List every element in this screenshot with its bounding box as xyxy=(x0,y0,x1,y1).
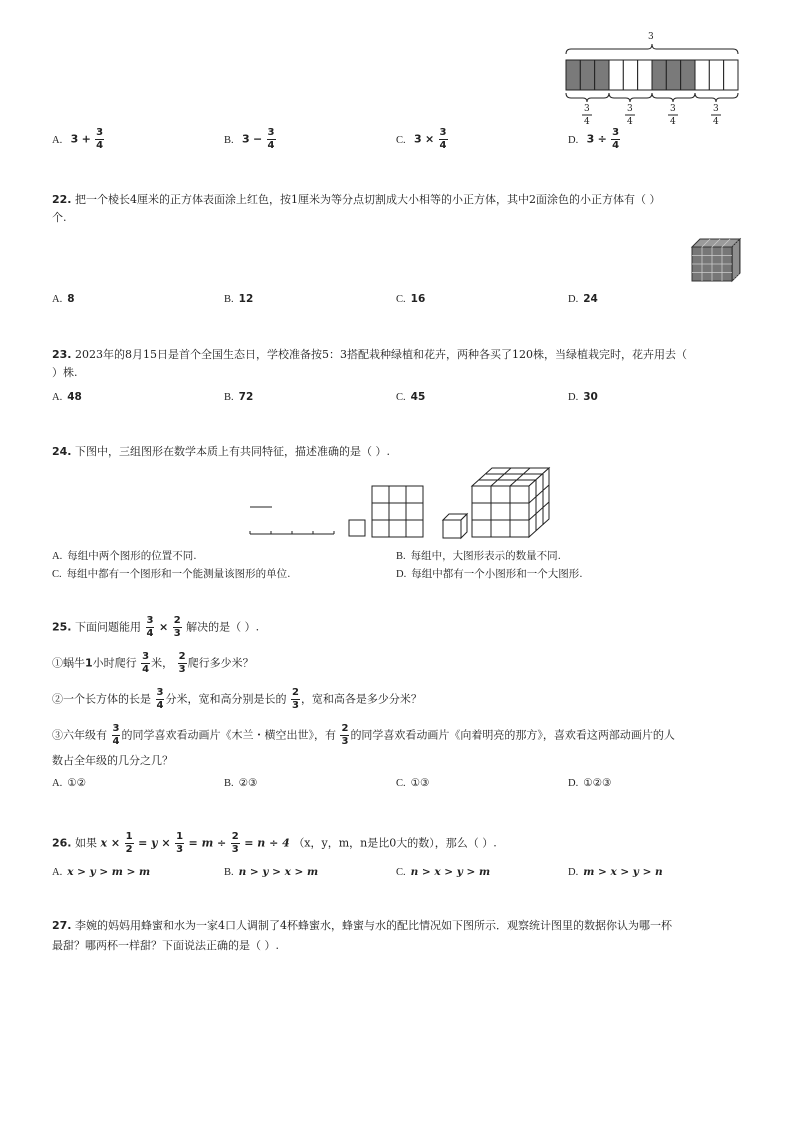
q21-option-b[interactable]: B. 3 − $\frac{3}{4}$ xyxy=(224,127,275,151)
q21-option-d[interactable]: D. 3 ÷ $\frac{3}{4}$ xyxy=(568,127,620,151)
q21-part-den-2: 4 xyxy=(627,117,633,127)
q25-item-3-cont: 数占全年级的几分之几？ xyxy=(52,754,173,767)
q22-option-d[interactable]: D. 24 xyxy=(568,293,598,305)
q22-stem-cont: 个. xyxy=(52,211,67,224)
q24-group-segments xyxy=(250,507,334,534)
q25-option-d[interactable]: D. ①②③ xyxy=(568,777,612,789)
fraction: $\frac{2}{3}$ xyxy=(178,651,186,675)
q26-option-b[interactable]: B. n > y > x > m xyxy=(224,866,319,878)
fraction: $\frac{2}{3}$ xyxy=(173,615,181,639)
q21-option-c[interactable]: C. 3 × $\frac{3}{4}$ xyxy=(396,127,447,151)
q21-bar-diagram xyxy=(560,32,745,128)
q25-option-a[interactable]: A. ①② xyxy=(52,777,87,789)
q26-option-a[interactable]: A. x > y > m > m xyxy=(52,866,151,878)
fraction: $\frac{3}{4}$ xyxy=(439,127,447,151)
fraction: $\frac{1}{2}$ xyxy=(125,831,133,855)
q24-option-c[interactable]: C. 每组中都有一个图形和一个能测量该图形的单位. xyxy=(52,568,291,580)
fraction: $\frac{2}{3}$ xyxy=(231,831,239,855)
q22-option-a[interactable]: A. 8 xyxy=(52,293,75,305)
q24-group-cubes xyxy=(443,468,549,538)
fraction: $\frac{3}{4}$ xyxy=(146,615,154,639)
q21-part-den-4: 4 xyxy=(713,117,719,127)
q24-group-squares xyxy=(349,486,423,537)
q24-figure-groups xyxy=(246,462,556,546)
q26-option-c[interactable]: C. n > x > y > m xyxy=(396,866,491,878)
q24-option-a[interactable]: A. 每组中两个图形的位置不同. xyxy=(52,550,197,562)
fraction: $\frac{2}{3}$ xyxy=(341,723,349,747)
q22-option-c[interactable]: C. 16 xyxy=(396,293,426,305)
q27-stem-cont: 最甜？哪两杯一样甜？下面说法正确的是（ ）. xyxy=(52,939,279,952)
q21-part-num-2: 3 xyxy=(627,104,633,114)
q25-item-3: ③六年级有 $\frac{3}{4}$ 的同学喜欢看动画片《木兰・横空出世》，有 $\frac{2}{3}$ 的同学喜欢看动画片《向着明亮的那方》，喜欢看这两部动画片的人 xyxy=(52,723,675,747)
q24-option-d[interactable]: D. 每组中都有一个小图形和一个大图形. xyxy=(396,568,583,580)
q23-option-a[interactable]: A. 48 xyxy=(52,391,82,403)
cube-icon xyxy=(690,237,742,283)
fraction: $\frac{1}{3}$ xyxy=(176,831,184,855)
q25-option-c[interactable]: C. ①③ xyxy=(396,777,430,789)
q23-stem: 23. 2023年的8月15日是首个全国生态日，学校准备按5：3搭配栽种绿植和花卉，两种各买了120株，当绿植栽完时，花卉用去（ xyxy=(52,348,687,361)
q21-part-num-1: 3 xyxy=(584,104,590,114)
q25-item-2: ②一个长方体的长是 $\frac{3}{4}$ 分米，宽和高分别是长的 $\frac{2}{3}$ ，宽和高各是多少分米？ xyxy=(52,687,422,711)
fraction: $\frac{3}{4}$ xyxy=(96,127,104,151)
q21-bar-svg xyxy=(560,38,745,128)
q26-stem: 26. 如果 x × $\frac{1}{2}$ = y × $\frac{1}{3}$ = m ÷ $\frac{2}{3}$ = n ÷ 4 （x，y，m，n是比0大的数），那么（ ）. xyxy=(52,831,497,855)
q25-stem: 25. 下面问题能用 $\frac{3}{4}$ × $\frac{2}{3}$ 解决的是（ ）. xyxy=(52,615,260,639)
q24-figure-svg xyxy=(246,462,556,542)
fraction: $\frac{3}{4}$ xyxy=(156,687,164,711)
q21-part-den-1: 4 xyxy=(584,117,590,127)
q24-stem: 24. 下图中，三组图形在数学本质上有共同特征，描述准确的是（ ）. xyxy=(52,445,390,458)
q26-option-d[interactable]: D. m > x > y > n xyxy=(568,866,663,878)
fraction: $\frac{3}{4}$ xyxy=(142,651,150,675)
fraction: $\frac{3}{4}$ xyxy=(112,723,120,747)
q21-part-den-3: 4 xyxy=(670,117,676,127)
q22-stem: 22. 把一个棱长4厘米的正方体表面涂上红色，按1厘米为等分点切割成大小相等的小正方体，其中2面涂色的小正方体有（ ） xyxy=(52,193,661,206)
q23-stem-cont: ）株. xyxy=(52,366,78,379)
q23-option-b[interactable]: B. 72 xyxy=(224,391,254,403)
fraction: $\frac{2}{3}$ xyxy=(291,687,299,711)
q25-item-1: ①蜗牛1小时爬行 $\frac{3}{4}$ 米， $\frac{2}{3}$ 爬行多少米？ xyxy=(52,651,254,675)
fraction: $\frac{3}{4}$ xyxy=(267,127,275,151)
q22-cube-image xyxy=(690,237,742,287)
q21-part-num-4: 3 xyxy=(713,104,719,114)
q23-option-d[interactable]: D. 30 xyxy=(568,391,598,403)
q21-bar-cells xyxy=(566,60,738,90)
q27-stem: 27. 李婉的妈妈用蜂蜜和水为一家4口人调制了4杯蜂蜜水，蜂蜜与水的配比情况如下图所示．观察统计图里的数据你认为哪一杯 xyxy=(52,919,672,932)
q21-option-a[interactable]: A. 3 + $\frac{3}{4}$ xyxy=(52,127,104,151)
q21-total-label: 3 xyxy=(648,32,654,42)
q24-option-b[interactable]: B. 每组中，大图形表示的数量不同. xyxy=(396,550,561,562)
q22-option-b[interactable]: B. 12 xyxy=(224,293,254,305)
q23-option-c[interactable]: C. 45 xyxy=(396,391,426,403)
fraction: $\frac{3}{4}$ xyxy=(612,127,620,151)
q25-option-b[interactable]: B. ②③ xyxy=(224,777,258,789)
q21-part-num-3: 3 xyxy=(670,104,676,114)
